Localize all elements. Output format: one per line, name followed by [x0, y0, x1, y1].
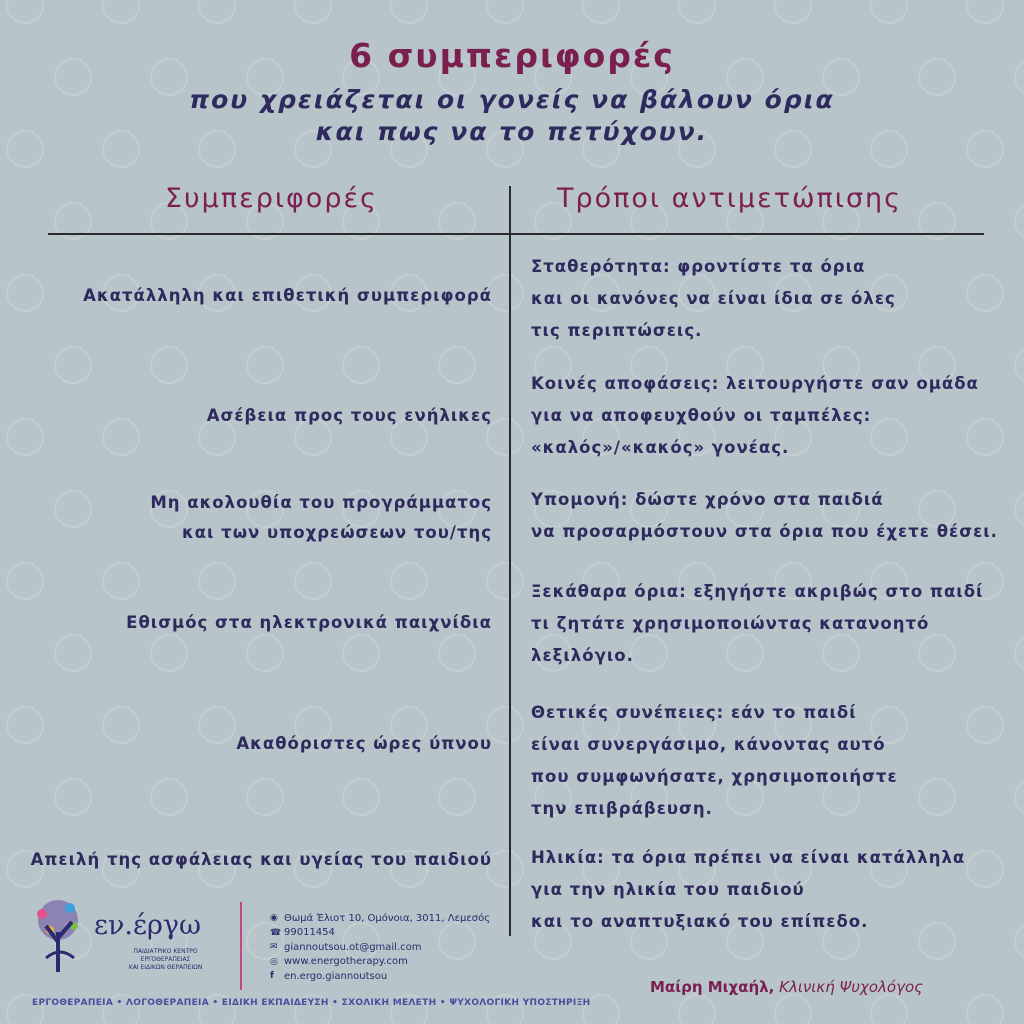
- logo-tagline: [108, 948, 223, 972]
- watermark-ring-icon: [870, 994, 908, 1024]
- logo: [28, 896, 233, 994]
- watermark-logo: [230, 778, 300, 816]
- author-name: Μαίρη Μιχαήλ,: [650, 978, 775, 996]
- watermark-logo: [38, 634, 108, 672]
- watermark-ring-icon: [1014, 778, 1024, 816]
- watermark-ring-icon: [102, 706, 140, 744]
- watermark-ring-icon: [102, 0, 140, 24]
- watermark-ring-icon: [1014, 490, 1024, 528]
- behavior-line: Ακαθόριστες ώρες ύπνου: [236, 734, 492, 753]
- strategy-line: την επιβράβευση.: [531, 799, 713, 818]
- watermark-logo: [758, 994, 828, 1024]
- watermark-logo: [950, 706, 1020, 744]
- watermark-logo: [326, 634, 396, 672]
- watermark-ring-icon: [678, 994, 716, 1024]
- watermark-logo: [950, 0, 1020, 24]
- watermark-logo: [86, 562, 156, 600]
- watermark-ring-icon: [1014, 634, 1024, 672]
- watermark-logo: [854, 994, 924, 1024]
- website-link[interactable]: www.energotherapy.com: [284, 956, 408, 968]
- logo-tagline-line: ΚΑΙ ΕΙΔΙΚΩΝ ΘΕΡΑΠΕΙΩΝ: [128, 964, 203, 971]
- strategy-item: [531, 251, 896, 347]
- contact-facebook[interactable]: [270, 969, 490, 984]
- watermark-ring-icon: [390, 562, 428, 600]
- strategy-line: Θετικές συνέπειες: εάν το παιδί: [531, 703, 857, 722]
- watermark-logo: [0, 562, 60, 600]
- watermark-ring-icon: [438, 778, 476, 816]
- watermark-ring-icon: [246, 778, 284, 816]
- watermark-ring-icon: [390, 0, 428, 24]
- watermark-ring-icon: [582, 0, 620, 24]
- contact-phone[interactable]: [270, 926, 490, 941]
- strategy-line: Κοινές αποφάσεις: λειτουργήστε σαν ομάδα: [531, 374, 979, 393]
- watermark-logo: [950, 274, 1020, 312]
- watermark-ring-icon: [774, 0, 812, 24]
- watermark-logo: [278, 0, 348, 24]
- behavior-line: και των υποχρεώσεων του/της: [181, 523, 492, 542]
- watermark-logo: [998, 922, 1024, 960]
- behavior-line: Ασέβεια προς τους ενήλικες: [206, 406, 492, 425]
- watermark-ring-icon: [54, 634, 92, 672]
- watermark-logo: [86, 418, 156, 456]
- column-header-behaviors: Συμπεριφορές: [165, 183, 378, 214]
- watermark-ring-icon: [486, 0, 524, 24]
- behavior-item: [83, 281, 492, 311]
- strategy-line: «καλός»/«κακός» γονέας.: [531, 438, 790, 457]
- watermark-logo: [182, 0, 252, 24]
- watermark-ring-icon: [294, 562, 332, 600]
- watermark-ring-icon: [294, 0, 332, 24]
- address-text: Θωμά Έλιοτ 10, Ομόνοια, 3011, Λεμεσός: [284, 912, 491, 924]
- behavior-item: [31, 845, 492, 875]
- tree-logo-icon: [28, 896, 98, 976]
- watermark-logo: [998, 490, 1024, 528]
- strategy-item: [531, 697, 898, 825]
- strategy-line: Σταθερότητα: φροντίστε τα όρια: [531, 257, 866, 276]
- watermark-logo: [422, 346, 492, 384]
- column-divider: [509, 186, 511, 936]
- watermark-logo: [38, 490, 108, 528]
- watermark-ring-icon: [918, 778, 956, 816]
- strategy-line: λεξιλόγιο.: [531, 646, 634, 665]
- watermark-ring-icon: [1014, 922, 1024, 960]
- watermark-logo: [566, 0, 636, 24]
- strategy-line: για να αποφευχθούν οι ταμπέλες:: [531, 406, 872, 425]
- watermark-logo: [134, 346, 204, 384]
- logo-tagline-line: ΠΑΙΔΙΑΤΡΙΚΟ ΚΕΝΤΡΟ ΕΡΓΟΘΕΡΑΠΕΙΑΣ: [133, 948, 198, 963]
- watermark-ring-icon: [54, 490, 92, 528]
- watermark-logo: [134, 634, 204, 672]
- watermark-ring-icon: [6, 0, 44, 24]
- behavior-item: [236, 729, 492, 759]
- strategy-line: που συμφωνήσατε, χρησιμοποιήστε: [531, 767, 898, 786]
- watermark-ring-icon: [486, 562, 524, 600]
- strategy-line: τι ζητάτε χρησιμοποιώντας κατανοητό: [531, 614, 930, 633]
- column-header-strategies: Τρόποι αντιμετώπισης: [557, 183, 903, 214]
- watermark-logo: [998, 346, 1024, 384]
- watermark-ring-icon: [870, 0, 908, 24]
- watermark-logo: [470, 562, 540, 600]
- watermark-ring-icon: [342, 346, 380, 384]
- watermark-logo: [86, 706, 156, 744]
- watermark-ring-icon: [150, 778, 188, 816]
- logo-name: εν.έργω: [94, 910, 201, 941]
- email-text[interactable]: giannoutsou.ot@gmail.com: [284, 941, 422, 953]
- watermark-logo: [998, 634, 1024, 672]
- strategy-line: είναι συνεργάσιμο, κάνοντας αυτό: [531, 735, 886, 754]
- watermark-ring-icon: [966, 850, 1004, 888]
- watermark-ring-icon: [678, 0, 716, 24]
- page-subtitle: [0, 84, 1024, 148]
- behavior-line: Εθισμός στα ηλεκτρονικά παιχνίδια: [126, 613, 492, 632]
- watermark-ring-icon: [198, 0, 236, 24]
- watermark-logo: [278, 562, 348, 600]
- watermark-logo: [950, 994, 1020, 1024]
- watermark-logo: [998, 778, 1024, 816]
- location-pin-icon: ◉: [270, 913, 278, 924]
- strategy-line: και το αναπτυξιακό του επίπεδο.: [531, 912, 869, 931]
- strategy-line: και οι κανόνες να είναι ίδια σε όλες: [531, 289, 896, 308]
- strategy-item: [531, 842, 965, 938]
- watermark-logo: [0, 0, 60, 24]
- contact-website[interactable]: [270, 955, 490, 970]
- watermark-ring-icon: [966, 0, 1004, 24]
- watermark-logo: [422, 778, 492, 816]
- contact-address: [270, 911, 490, 926]
- subtitle-line: και πως να το πετύχουν.: [315, 117, 709, 146]
- watermark-logo: [326, 346, 396, 384]
- watermark-logo: [0, 418, 60, 456]
- watermark-ring-icon: [246, 346, 284, 384]
- facebook-link[interactable]: en.ergo.giannoutsou: [284, 970, 388, 982]
- watermark-ring-icon: [102, 418, 140, 456]
- watermark-logo: [38, 346, 108, 384]
- phone-text[interactable]: 99011454: [284, 927, 335, 939]
- strategy-item: [531, 576, 983, 672]
- header-divider: [48, 233, 984, 235]
- watermark-logo: [230, 634, 300, 672]
- watermark-ring-icon: [54, 346, 92, 384]
- watermark-ring-icon: [198, 706, 236, 744]
- watermark-ring-icon: [150, 634, 188, 672]
- behavior-line: Απειλή της ασφάλειας και υγείας του παιδιού: [30, 850, 492, 869]
- behavior-line: Ακατάλληλη και επιθετική συμπεριφορά: [83, 286, 492, 305]
- watermark-ring-icon: [1014, 202, 1024, 240]
- strategy-line: για την ηλικία του παιδιού: [531, 880, 805, 899]
- watermark-logo: [38, 778, 108, 816]
- strategy-line: Υπομονή: δώστε χρόνο στα παιδιά: [531, 490, 884, 509]
- subtitle-line: που χρειάζεται οι γονείς να βάλουν όρια: [189, 85, 835, 114]
- watermark-logo: [134, 778, 204, 816]
- watermark-logo: [326, 778, 396, 816]
- facebook-icon: f: [270, 971, 274, 982]
- watermark-logo: [758, 0, 828, 24]
- watermark-ring-icon: [150, 346, 188, 384]
- strategy-line: τις περιπτώσεις.: [531, 321, 703, 340]
- watermark-ring-icon: [966, 274, 1004, 312]
- envelope-icon: ✉: [270, 942, 278, 953]
- watermark-logo: [374, 562, 444, 600]
- watermark-ring-icon: [966, 994, 1004, 1024]
- page-title: 6 συμπεριφορές: [349, 36, 675, 75]
- contact-info: [270, 911, 490, 984]
- strategy-line: Ηλικία: τα όρια πρέπει να είναι κατάλληλα: [531, 848, 966, 867]
- watermark-logo: [662, 994, 732, 1024]
- contact-email[interactable]: [270, 940, 490, 955]
- watermark-logo: [422, 634, 492, 672]
- watermark-ring-icon: [342, 778, 380, 816]
- strategy-item: [531, 484, 998, 548]
- watermark-ring-icon: [6, 562, 44, 600]
- behavior-item: [207, 401, 492, 431]
- services-list: ΕΡΓΟΘΕΡΑΠΕΙΑ • ΛΟΓΟΘΕΡΑΠΕΙΑ • ΕΙΔΙΚΗ ΕΚΠΑΙΔΕΥΣΗ • ΣΧΟΛΙΚΗ ΜΕΛΕΤΗ • ΨΥΧΟΛΟΓΙΚΗ ΥΠΟΣΤΗΡΙΞΗ: [32, 998, 591, 1008]
- author-role: Κλινική Ψυχολόγος: [779, 978, 923, 996]
- watermark-ring-icon: [6, 274, 44, 312]
- author-credit: [650, 978, 923, 996]
- watermark-ring-icon: [54, 778, 92, 816]
- watermark-logo: [470, 0, 540, 24]
- watermark-logo: [998, 202, 1024, 240]
- phone-icon: ☎: [270, 927, 282, 938]
- strategy-line: Ξεκάθαρα όρια: εξηγήστε ακριβώς στο παιδί: [531, 582, 984, 601]
- watermark-ring-icon: [966, 706, 1004, 744]
- watermark-logo: [0, 274, 60, 312]
- strategy-line: να προσαρμόστουν στα όρια που έχετε θέσει.: [531, 522, 998, 541]
- watermark-logo: [662, 0, 732, 24]
- watermark-logo: [230, 346, 300, 384]
- watermark-ring-icon: [438, 346, 476, 384]
- watermark-logo: [182, 562, 252, 600]
- watermark-logo: [0, 706, 60, 744]
- watermark-ring-icon: [1014, 346, 1024, 384]
- watermark-ring-icon: [774, 994, 812, 1024]
- watermark-logo: [902, 778, 972, 816]
- footer-divider: [240, 902, 242, 990]
- watermark-ring-icon: [6, 418, 44, 456]
- globe-icon: ◎: [270, 956, 278, 967]
- watermark-ring-icon: [246, 634, 284, 672]
- watermark-logo: [374, 0, 444, 24]
- watermark-ring-icon: [342, 634, 380, 672]
- watermark-ring-icon: [438, 634, 476, 672]
- behavior-item: [150, 488, 492, 548]
- behavior-line: Μη ακολουθία του προγράμματος: [150, 493, 492, 512]
- watermark-logo: [86, 0, 156, 24]
- watermark-logo: [854, 0, 924, 24]
- watermark-ring-icon: [102, 562, 140, 600]
- behavior-item: [126, 608, 492, 638]
- strategy-item: [531, 368, 979, 464]
- watermark-ring-icon: [198, 562, 236, 600]
- watermark-ring-icon: [6, 706, 44, 744]
